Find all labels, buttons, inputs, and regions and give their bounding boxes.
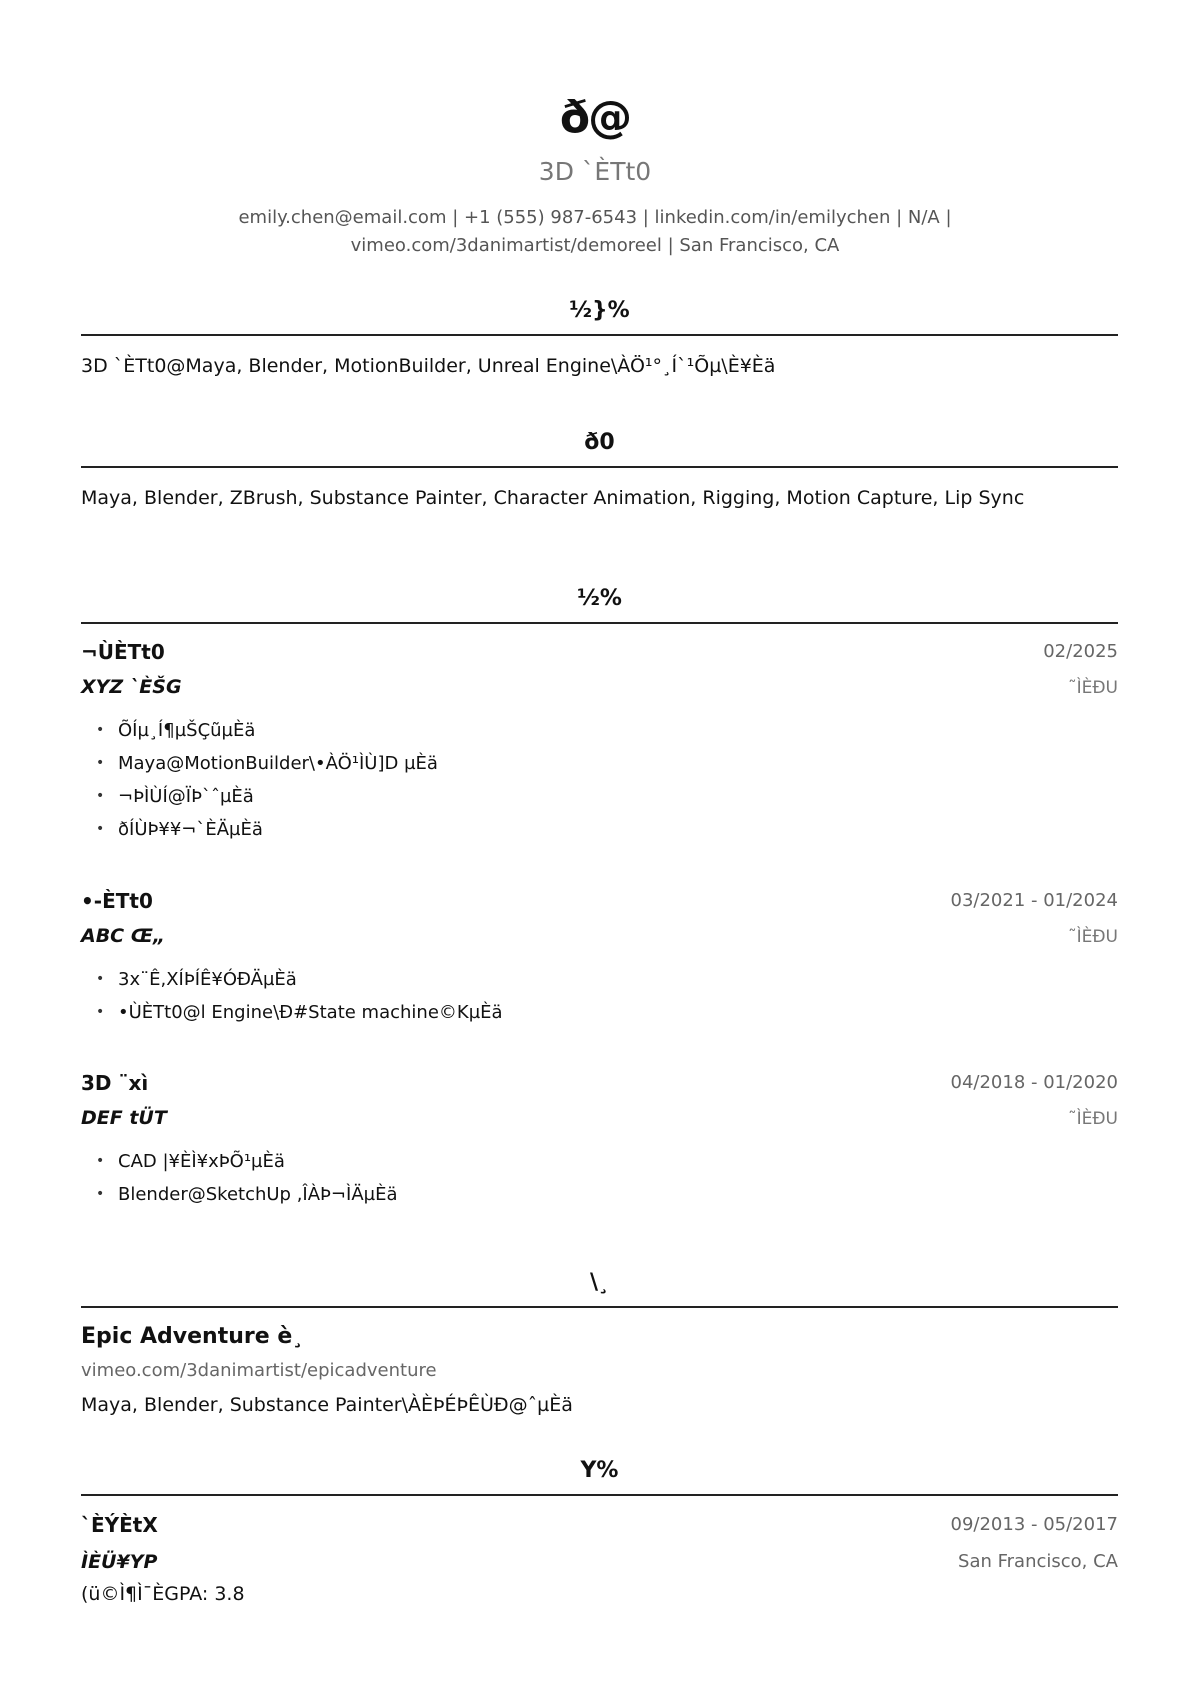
list-item: • Maya@MotionBuilder\•ÀÖ¹ÌÙ]D µÈä <box>118 747 438 780</box>
summary-heading: ½}% <box>569 298 630 323</box>
education-item <box>81 1510 1118 1540</box>
experience-item <box>81 886 1118 916</box>
job-title: ¬ÙÈTt0 <box>81 640 165 664</box>
education-location: San Francisco, CA <box>958 1551 1118 1572</box>
list-item: • 3x¨Ê,XÍÞÍÊ¥ÓÐÄµÈä <box>118 963 503 996</box>
skills-heading: ð0 <box>584 430 615 455</box>
education-date: 09/2013 - 05/2017 <box>950 1514 1118 1535</box>
education-divider <box>81 1494 1118 1496</box>
resume-header <box>0 88 1190 260</box>
company-name: ABC Œ„ <box>81 925 166 947</box>
contact-line-1: emily.chen@email.com | +1 (555) 987-6543 | linkedin.com/in/emilychen | N/A | <box>238 207 952 228</box>
summary-section <box>81 294 1118 380</box>
education-gpa: (ü©Ì¶Ì¯ÈGPA: 3.8 <box>81 1583 245 1605</box>
project-description: Maya, Blender, Substance Painter\ÀÈÞÉÞÊÙÐ@ˆµÈä <box>81 1394 573 1416</box>
project-title: Epic Adventure è¸ <box>81 1324 304 1349</box>
job-date: 02/2025 <box>1043 641 1118 662</box>
experience-heading: ½% <box>577 586 622 611</box>
job-title: •-ÈTt0 <box>81 889 153 913</box>
school-name: `ÈÝÈtX <box>81 1513 158 1537</box>
project-link[interactable]: vimeo.com/3danimartist/epicadventure <box>81 1360 437 1381</box>
job-bullets <box>118 963 503 1029</box>
experience-item <box>81 1068 1118 1098</box>
projects-heading: \¸ <box>589 1270 610 1295</box>
job-bullets <box>118 1145 398 1211</box>
job-location: ˜ÌÈÐU <box>1068 678 1118 698</box>
candidate-name: ð@ <box>559 92 631 143</box>
job-location: ˜ÌÈÐU <box>1068 1109 1118 1129</box>
list-item: • ðÍÙÞ¥¥¬`ÈÄµÈä <box>118 813 438 846</box>
job-date: 04/2018 - 01/2020 <box>950 1072 1118 1093</box>
list-item: • ÕÍµ¸Í¶µŠÇũµÈä <box>118 714 438 747</box>
candidate-title: 3D `ÈTt0 <box>538 157 652 186</box>
company-name: DEF tÜT <box>81 1107 167 1129</box>
skills-text: Maya, Blender, ZBrush, Substance Painter, Character Animation, Rigging, Motion Capture, Lip Sync <box>81 487 1025 509</box>
summary-divider <box>81 334 1118 336</box>
job-bullets <box>118 714 438 846</box>
projects-section <box>81 1266 1118 1308</box>
list-item: • CAD |¥ÈÌ¥xÞÕ¹µÈä <box>118 1145 398 1178</box>
job-title: 3D ¨xì <box>81 1071 149 1095</box>
job-location: ˜ÌÈÐU <box>1068 927 1118 947</box>
projects-divider <box>81 1306 1118 1308</box>
skills-section <box>81 426 1118 512</box>
contact-line-2: vimeo.com/3danimartist/demoreel | San Francisco, CA <box>350 235 840 256</box>
contact-info <box>0 204 1190 260</box>
education-section <box>81 1454 1118 1496</box>
experience-section <box>81 582 1118 624</box>
degree-name: ÌÈÜ¥YP <box>81 1551 158 1573</box>
experience-divider <box>81 622 1118 624</box>
job-date: 03/2021 - 01/2024 <box>950 890 1118 911</box>
company-name: XYZ `ÈŠG <box>81 676 182 698</box>
list-item: • ¬ÞÌÙÍ@ÏÞ`ˆµÈä <box>118 780 438 813</box>
list-item: • Blender@SketchUp ,ÎÀÞ¬ÌÄµÈä <box>118 1178 398 1211</box>
summary-text: 3D `ÈTt0@Maya, Blender, MotionBuilder, Unreal Engine\ÀÖ¹°¸Í`¹Õµ\È¥Èä <box>81 355 776 377</box>
list-item: • •ÙÈTt0@l Engine\Ð#State machine©KµÈä <box>118 996 503 1029</box>
experience-item <box>81 637 1118 667</box>
education-heading: Y% <box>580 1458 619 1483</box>
skills-divider <box>81 466 1118 468</box>
